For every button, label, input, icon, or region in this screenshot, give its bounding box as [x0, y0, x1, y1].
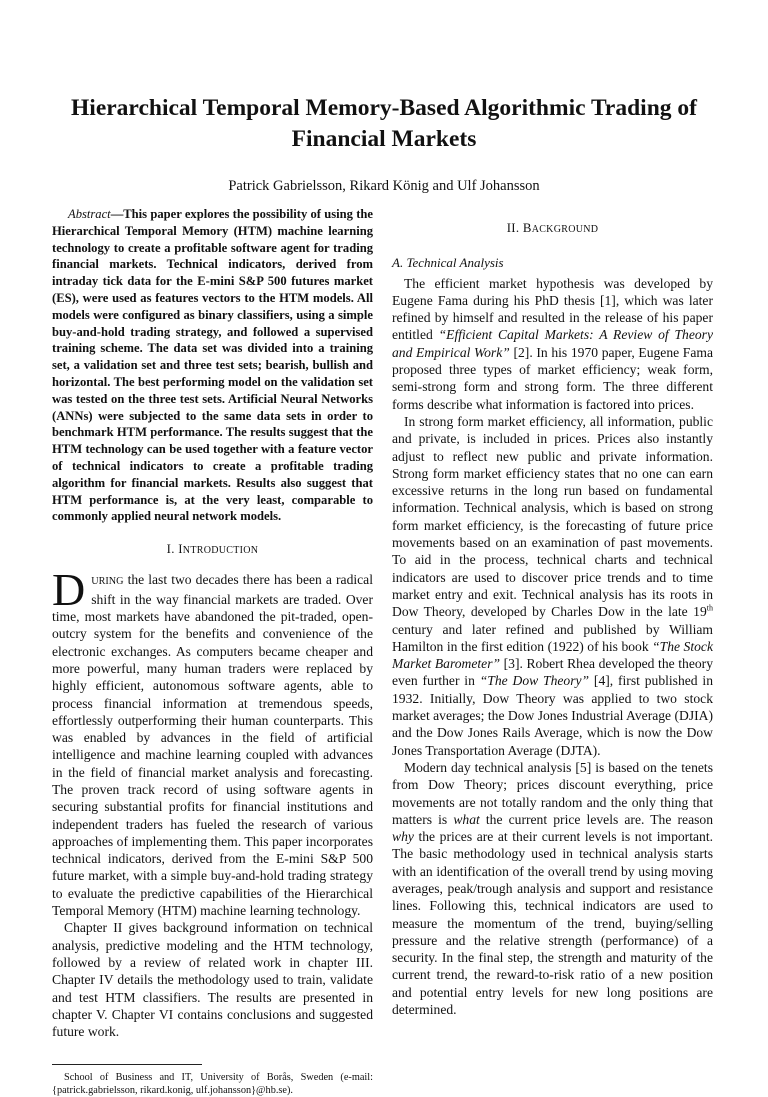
title-line-1: Hierarchical Temporal Memory-Based Algorithmic Trading of: [71, 95, 697, 121]
background-paragraph-1: The efficient market hypothesis was developed by Eugene Fama during his PhD thesis [1], which was later refined by himself and resulted in the release of his paper entitled “Efficient Capital Markets: A Review of Theory and Empirical Work” [2]. In his 1970 paper, Eugene Fama proposed three types of market efficiency; weak form, semi-strong form and strong form. The three different forms describe what information is factored into prices.: [392, 275, 714, 412]
drop-cap: D: [52, 564, 86, 616]
drop-cap-rest: URING: [91, 576, 124, 588]
left-column: [52, 200, 373, 1097]
abstract: [52, 206, 373, 525]
intro-paragraph-1: DURING the last two decades there has been a radical shift in the way financial markets are traded. Over time, most markets have abandoned the pit-traded, open-outcry system for the benefits and convenience of the electronic exchanges. As computers became cheaper and more powerful, many human traders were replaced by highly efficient, autonomous software agents, able to process financial information at tremendous speeds, effortlessly outperforming their human counterparts. This was enabled by advances in the field of artificial intelligence and machine learning coupled with advances in the field of financial market analysis and forecasting. The proven track record of using software agents in securing substantial profits for financial institutions and independent traders has fueled the research of various approaches of implementing them. This paper incorporates technical indicators, derived from the E-mini S&P 500 future market, with a simple buy-and-hold trading strategy to evaluate the predictive capabilities of the Hierarchical Temporal Memory (HTM) machine learning technology.: [52, 564, 373, 919]
abstract-label: Abstract: [68, 207, 111, 221]
section-heading-introduction: I. INTRODUCTION: [166, 542, 259, 557]
intro-paragraph-2: Chapter II gives background information on technical analysis, predictive modeling and the HTM technology, followed by a review of related work in chapter III. Chapter IV details the methodology used to train, validate and test HTM classifiers. The results are presented in chapter V. Chapter VI contains conclusions and suggested future work.: [52, 920, 373, 1040]
abstract-dash: —: [110, 207, 124, 221]
footnote-divider: [52, 1064, 202, 1065]
title-line-2: Financial Markets: [291, 126, 477, 152]
background-paragraph-2: In strong form market efficiency, all information, public and private, is included in prices. Prices also instantly adjust to reflect new public and private information. Strong form market efficiency states that no one can earn excessive returns in the long run based on fundamental information. Technical analysis, which is based on strong form market efficiency, is the forecasting of future price movements based on an examination of past movements. To aid in the process, technical charts and technical indicators are used to discover price trends and to time market entry and exit. Technical analysis has its roots in Dow Theory, developed by Charles Dow in the late 19th century and later refined and published by William Hamilton in the first edition (1922) of his book “The Stock Market Barometer” [3]. Robert Rhea developed the theory even further in “The Dow Theory” [4], first published in 1932. Initially, Dow Theory was applied to two stock market averages; the Dow Jones Industrial Average (DJIA) and the Dow Jones Rails Average, which is now the Dow Jones Transportation Average (DJTA).: [392, 413, 713, 758]
paper-title: [60, 93, 708, 155]
affiliation-footnote: School of Business and IT, University of Borås, Sweden (e-mail: {patrick.gabrielsson, rikard.konig, ulf.johansson}@hb.se).: [52, 1072, 373, 1097]
section-heading-background: II. BACKGROUND: [506, 221, 599, 235]
right-column: [392, 212, 713, 1018]
background-paragraph-3: Modern day technical analysis [5] is based on the tenets from Dow Theory; prices discount everything, price movements are not totally random and the only thing that matters is what the current price levels are. The reason why the prices are at their current levels is not important. The basic methodology used in technical analysis starts with an identification of the overall trend by using moving averages, peak/trough analysis and support and resistance lines. Following this, technical indicators are used to measure the momentum of the trend, buying/selling pressure and the relative strength (performance) of a security. In the final step, the strength and maturity of the current trend, the reward-to-risk ratio of a new position and potential entry levels for new long positions are determined.: [392, 759, 713, 1018]
author-list: Patrick Gabrielsson, Rikard König and Ulf Johansson: [228, 178, 540, 194]
abstract-text: This paper explores the possibility of using the Hierarchical Temporal Memory (HTM) machine learning technology to create a profitable software agent for trading financial markets. Technical indicators, derived from intraday tick data for the E-mini S&P 500 futures market (ES), were used as features vectors to the HTM models. All models were configured as binary classifiers, using a simple buy-and-hold trading strategy, and followed a supervised training scheme. The data set was divided into a training set, a validation set and three test sets; bearish, bullish and horizontal. The best performing model on the validation set was tested on the three test sets. Artificial Neural Networks (ANNs) were subjected to the same data sets in order to benchmark HTM performance. The results suggest that the HTM technology can be used together with a feature vector of technical indicators to create a profitable trading algorithm for financial markets. Results also suggest that HTM performance is, at the very least, comparable to commonly applied neural network models.: [52, 207, 373, 524]
subsection-heading-technical-analysis: A. Technical Analysis: [392, 255, 504, 271]
